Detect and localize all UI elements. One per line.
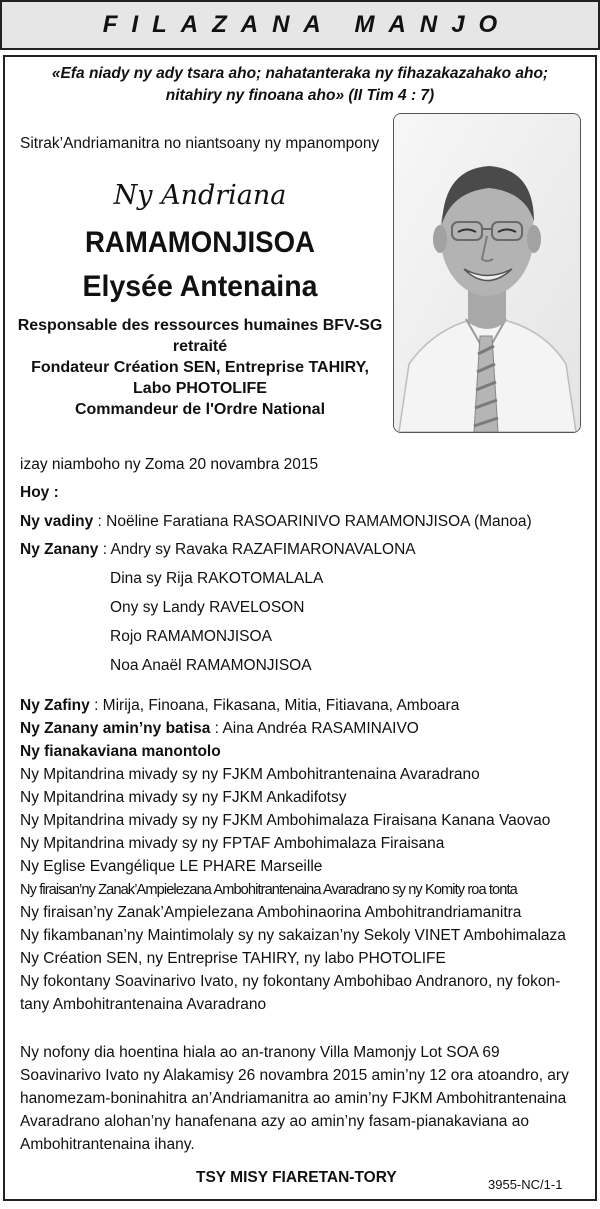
zafiny-value: : Mirija, Finoana, Fikasana, Mitia, Fitiavana, Amboara bbox=[89, 697, 460, 714]
honorific: Ny Andriana bbox=[113, 180, 287, 211]
quote-line-2: nitahiry ny finoana aho» (II Tim 4 : 7) bbox=[165, 87, 435, 104]
notice-title: FILAZANA MANJO bbox=[102, 11, 512, 38]
fianakaviana-label: Ny fianakaviana manontolo bbox=[20, 743, 221, 760]
family-line: Ny fokontany Soavinarivo Ivato, ny fokontany Ambohibao Andranoro, ny fokon- bbox=[20, 973, 561, 990]
hoy-label: Hoy : bbox=[20, 484, 59, 501]
zanany-item: Rojo RAMAMONJISOA bbox=[110, 628, 272, 645]
funeral-line: hanomezam-boninahitra an’Andriamanitra ao amin’ny FJKM Ambohitrantenaina bbox=[20, 1090, 567, 1107]
family-line: Ny firaisan’ny Zanak’Ampielezana Ambohitrantenaina Avaradrano sy ny Komity roa tonta bbox=[20, 882, 517, 898]
zafiny-row bbox=[20, 696, 459, 716]
role-line: Labo PHOTOLIFE bbox=[133, 380, 267, 397]
roles-block bbox=[0, 315, 400, 420]
funeral-line: Ambohitrantenaina ihany. bbox=[20, 1136, 195, 1153]
quote-line-1: «Efa niady ny ady tsara aho; nahatanteraka ny fihazakazahako aho; bbox=[51, 65, 549, 82]
portrait-illustration bbox=[394, 114, 580, 432]
zanany-row bbox=[20, 540, 416, 560]
family-line: Ny Création SEN, ny Entreprise TAHIRY, ny labo PHOTOLIFE bbox=[20, 950, 446, 967]
vadiny-row bbox=[20, 512, 532, 532]
role-line: Commandeur de l'Ordre National bbox=[74, 401, 326, 418]
notice-header bbox=[0, 0, 600, 50]
surname-wrap bbox=[0, 226, 400, 260]
role-line: retraité bbox=[172, 338, 228, 355]
zanany-item: Noa Anaël RAMAMONJISOA bbox=[110, 657, 312, 674]
role-line: Fondateur Création SEN, Entreprise TAHIRY, bbox=[31, 359, 369, 376]
family-line: Ny Mpitandrina mivady sy ny FPTAF Ambohimalaza Firaisana bbox=[20, 835, 445, 852]
zanany-item: Ony sy Landy RAVELOSON bbox=[110, 599, 305, 616]
batisa-row bbox=[20, 719, 419, 739]
given-names-wrap bbox=[0, 270, 400, 304]
zanany-item: Dina sy Rija RAKOTOMALALA bbox=[110, 570, 324, 587]
funeral-line: Ny nofony dia hoentina hiala ao an-tranony Villa Mamonjy Lot SOA 69 bbox=[20, 1044, 500, 1061]
family-line: Ny Mpitandrina mivady sy ny FJKM Ankadifotsy bbox=[20, 789, 347, 806]
role-line: Responsable des ressources humaines BFV-SG bbox=[17, 317, 383, 334]
zafiny-label: Ny Zafiny bbox=[20, 697, 90, 714]
intro-text: Sitrak’Andriamanitra no niantsoany ny mpanompony bbox=[20, 135, 380, 152]
closing-note: TSY MISY FIARETAN-TORY bbox=[196, 1169, 397, 1186]
funeral-line: Soavinarivo Ivato ny Alakamisy 26 novambra 2015 amin’ny 12 ora atoandro, ary bbox=[20, 1067, 569, 1084]
funeral-line: Avaradrano alohan’ny hanafenana azy ao amin’ny fasam-pianakaviana ao bbox=[20, 1113, 529, 1130]
family-line: tany Ambohitrantenaina Avaradrano bbox=[20, 996, 267, 1013]
portrait-photo bbox=[393, 113, 581, 433]
batisa-label: Ny Zanany amin’ny batisa bbox=[20, 720, 211, 737]
family-line: Ny Mpitandrina mivady sy ny FJKM Ambohimalaza Firaisana Kanana Vaovao bbox=[20, 812, 551, 829]
vadiny-label: Ny vadiny bbox=[20, 513, 94, 530]
bible-quote bbox=[20, 63, 580, 107]
surname: RAMAMONJISOA bbox=[84, 226, 315, 259]
given-names: Elysée Antenaina bbox=[82, 270, 318, 303]
family-line: Ny fikambanan’ny Maintimolaly sy ny sakaizan’ny Sekoly VINET Ambohimalaza bbox=[20, 927, 566, 944]
batisa-value: : Aina Andréa RASAMINAIVO bbox=[210, 720, 419, 737]
reference-code: 3955-NC/1-1 bbox=[488, 1177, 563, 1192]
family-line: Ny Mpitandrina mivady sy ny FJKM Ambohitrantenaina Avaradrano bbox=[20, 766, 480, 783]
zanany-value: : Andry sy Ravaka RAZAFIMARONAVALONA bbox=[98, 541, 416, 558]
zanany-label: Ny Zanany bbox=[20, 541, 99, 558]
family-line: Ny firaisan’ny Zanak’Ampielezana Ambohinaorina Ambohitrandriamanitra bbox=[20, 904, 522, 921]
death-date: izay niamboho ny Zoma 20 novambra 2015 bbox=[20, 456, 319, 473]
family-line: Ny Eglise Evangélique LE PHARE Marseille bbox=[20, 858, 323, 875]
vadiny-value: : Noëline Faratiana RASOARINIVO RAMAMONJISOA (Manoa) bbox=[93, 513, 532, 530]
